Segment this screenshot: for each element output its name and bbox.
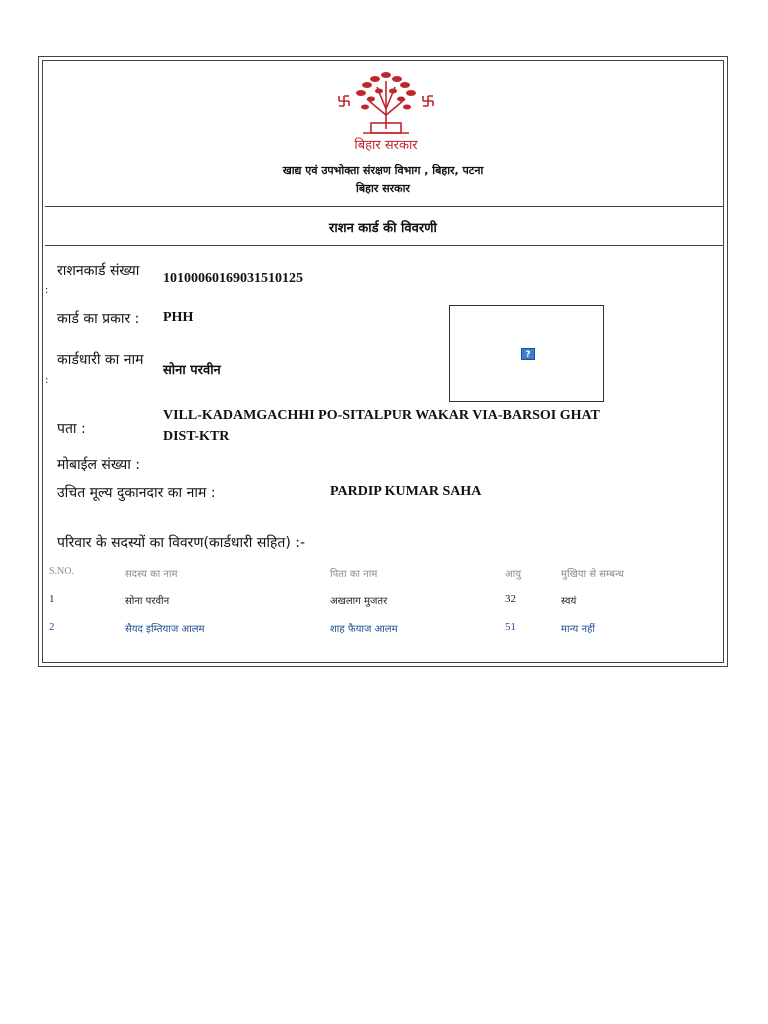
column-header-sno: S.NO. <box>49 566 75 577</box>
card-type-label: कार्ड का प्रकार : <box>57 311 140 327</box>
table-row-1-sno: 1 <box>49 593 55 605</box>
table-row-1-father-name: अखलाग मुजतर <box>330 596 388 607</box>
table-row-1-member-name: सोना परवीन <box>125 596 170 607</box>
card-number-value: 10100060169031510125 <box>163 271 303 286</box>
holder-name-value: सोना परवीन <box>163 363 221 378</box>
table-row-2-age: 51 <box>505 621 516 633</box>
table-row-2-father-name: शाह फैयाज आलम <box>330 624 398 635</box>
card-type-value: PHH <box>163 310 194 325</box>
emblem-caption: बिहार सरकार <box>354 138 418 153</box>
government-name: बिहार सरकार <box>356 182 410 195</box>
department-name: खाद्य एवं उपभोक्ता संरक्षण विभाग , बिहार, पटना <box>282 164 484 177</box>
card-number-colon: : <box>45 285 49 296</box>
family-section-title: परिवार के सदस्यों का विवरण(कार्डधारी सहित) :- <box>57 535 306 551</box>
bihar-emblem-icon <box>331 67 441 155</box>
broken-image-icon: ? <box>521 348 535 360</box>
column-header-father-name: पिता का नाम <box>330 569 378 580</box>
column-header-relation: मुखिया से सम्बन्ध <box>561 569 624 580</box>
divider-bottom <box>45 245 723 246</box>
column-header-member-name: सदस्य का नाम <box>125 569 178 580</box>
dealer-name-value: PARDIP KUMAR SAHA <box>330 484 482 499</box>
ration-card-inner-frame <box>42 60 724 663</box>
holder-name-label: कार्डधारी का नाम <box>57 352 144 368</box>
table-row-2-member-name: सैयद इम्तियाज आलम <box>125 624 205 635</box>
card-number-label: राशनकार्ड संख्या <box>57 263 140 279</box>
column-header-age: आयु <box>505 569 522 580</box>
mobile-label: मोबाईल संख्या : <box>57 457 141 473</box>
section-title: राशन कार्ड की विवरणी <box>329 221 437 236</box>
address-line-1: VILL-KADAMGACHHI PO-SITALPUR WAKAR VIA-BARSOI GHAT <box>163 408 600 423</box>
table-row-1-age: 32 <box>505 593 516 605</box>
table-row-2-sno: 2 <box>49 621 55 633</box>
address-label: पता : <box>57 421 86 437</box>
table-row-1-relation: स्वयं <box>561 596 577 607</box>
divider-top <box>45 206 723 207</box>
address-line-2: DIST-KTR <box>163 429 230 444</box>
ration-card-frame <box>38 56 728 667</box>
holder-name-colon: : <box>45 375 49 386</box>
dealer-label: उचित मूल्य दुकानदार का नाम : <box>57 485 216 501</box>
table-row-2-relation: मान्य नहीं <box>561 624 595 635</box>
photo-placeholder <box>449 305 604 402</box>
